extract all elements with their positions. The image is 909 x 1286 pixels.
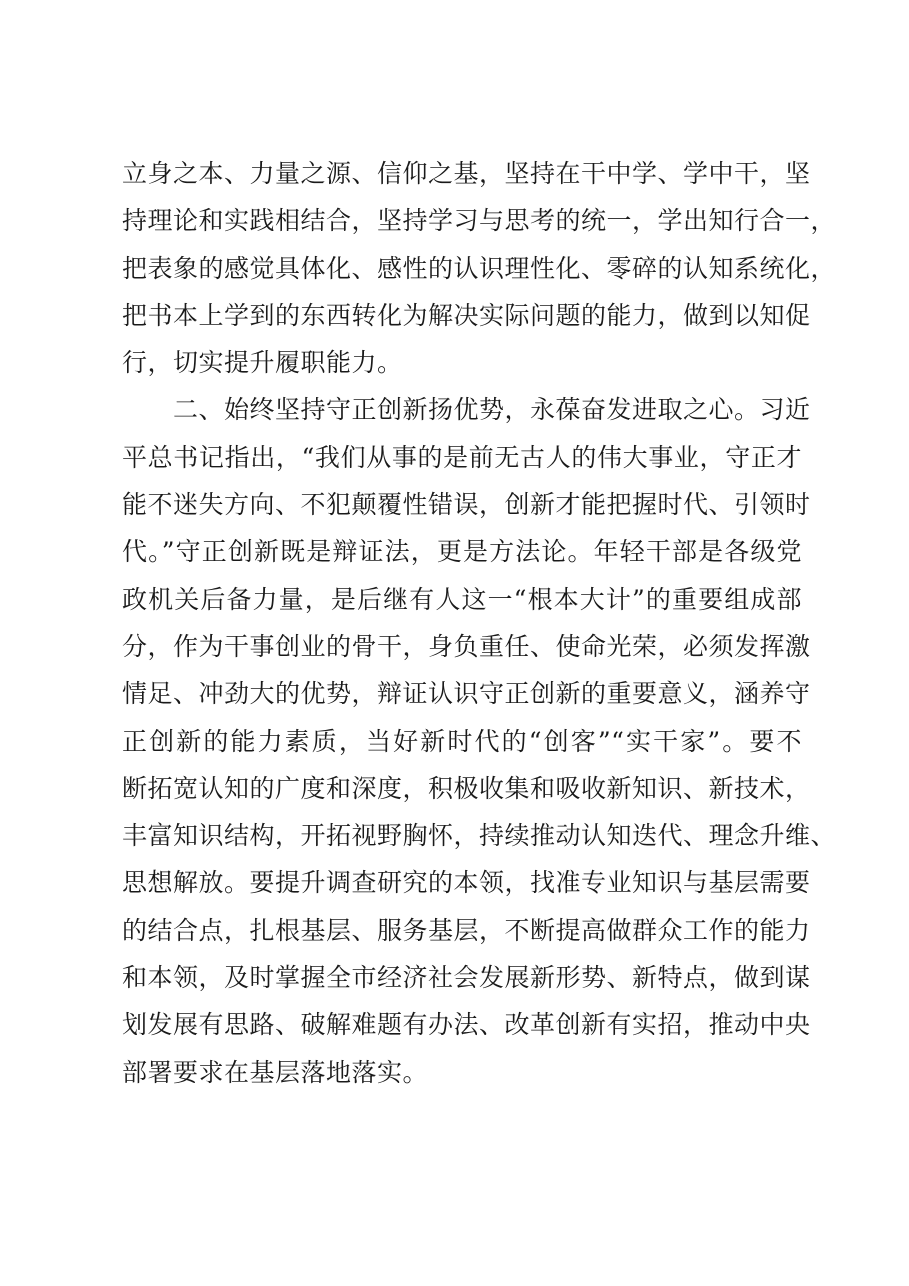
text-line: 能不迷失方向、不犯颠覆性错误，创新才能把握时代、引领时 xyxy=(122,490,811,520)
text-line: 平总书记指出，“我们从事的是前无古人的伟大事业，守正才 xyxy=(122,442,802,472)
text-line: 代。”守正创新既是辩证法，更是方法论。年轻干部是各级党 xyxy=(122,537,802,567)
text-line: 二、始终坚持守正创新扬优势，永葆奋发进取之心。习近 xyxy=(122,395,811,425)
body-text xyxy=(122,150,837,1096)
text-line: 划发展有思路、破解难题有办法、改革创新有实招，推动中央 xyxy=(122,1010,811,1040)
text-line: 行，切实提升履职能力。 xyxy=(122,348,403,378)
text-line: 立身之本、力量之源、信仰之基，坚持在干中学、学中干，坚 xyxy=(122,159,811,188)
text-line: 持理论和实践相结合，坚持学习与思考的统一，学出知行合一， xyxy=(122,206,837,236)
text-line: 丰富知识结构，开拓视野胸怀，持续推动认知迭代、理念升维、 xyxy=(122,821,837,851)
text-line: 正创新的能力素质，当好新时代的“创客”“实干家”。要不 xyxy=(122,726,802,756)
text-line: 把表象的感觉具体化、感性的认识理性化、零碎的认知系统化， xyxy=(122,253,837,283)
text-line: 和本领，及时掌握全市经济社会发展新形势、新特点，做到谋 xyxy=(122,963,811,993)
text-line: 把书本上学到的东西转化为解决实际问题的能力，做到以知促 xyxy=(122,300,811,330)
text-line: 思想解放。要提升调查研究的本领，找准专业知识与基层需要 xyxy=(122,868,811,898)
text-line: 部署要求在基层落地落实。 xyxy=(122,1057,429,1087)
text-line: 分，作为干事创业的骨干，身负重任、使命光荣，必须发挥激 xyxy=(122,631,811,661)
text-line: 政机关后备力量，是后继有人这一“根本大计”的重要组成部 xyxy=(122,584,802,614)
text-line: 的结合点，扎根基层、服务基层，不断提高做群众工作的能力 xyxy=(122,915,811,945)
text-line: 断拓宽认知的广度和深度，积极收集和吸收新知识、新技术， xyxy=(122,773,811,803)
text-line: 情足、冲劲大的优势，辩证认识守正创新的重要意义，涵养守 xyxy=(122,679,811,709)
